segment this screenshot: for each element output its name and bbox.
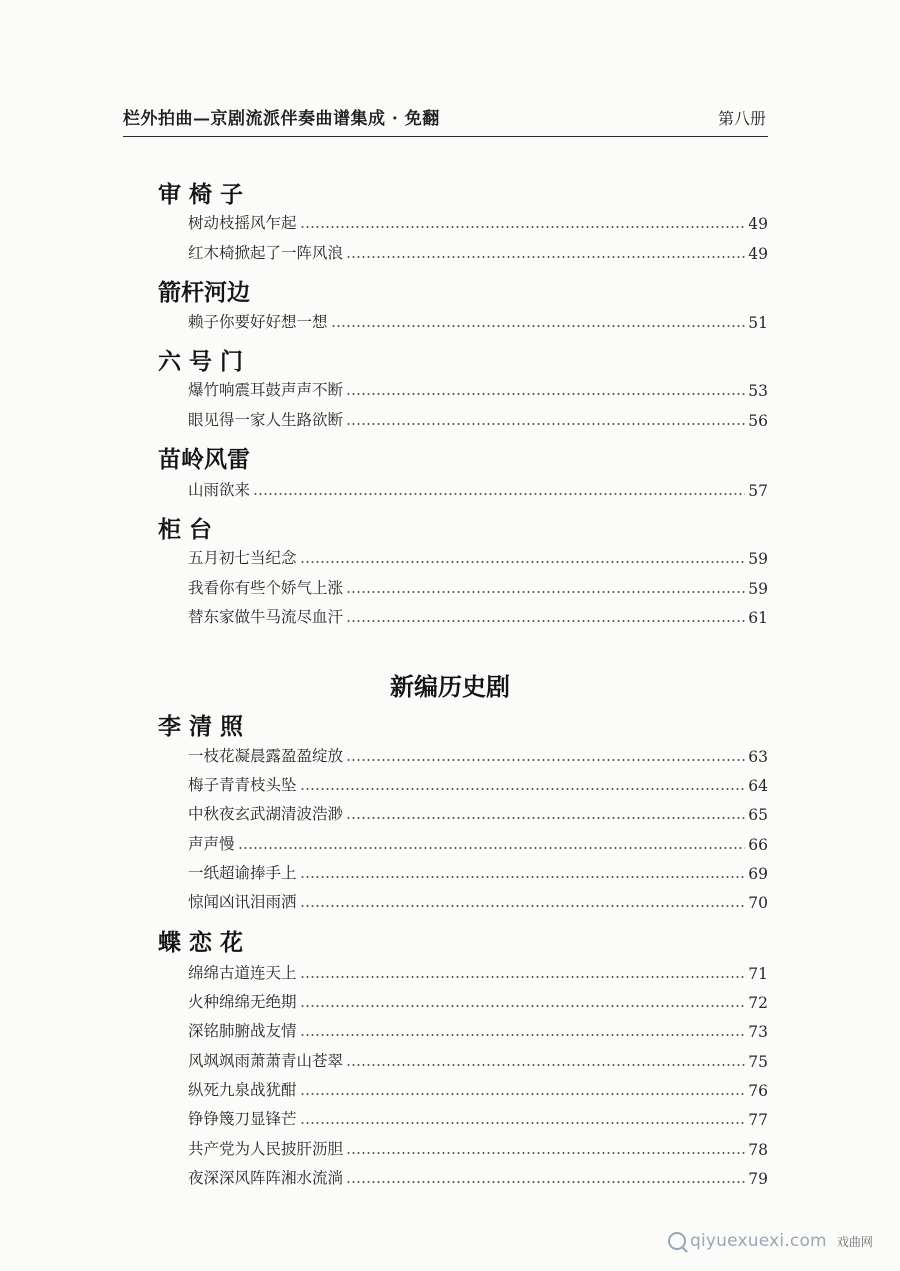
dot-leader [346, 1064, 745, 1066]
toc-entry[interactable] [188, 857, 768, 883]
toc-entry[interactable] [188, 601, 768, 627]
play-title: 苗岭风雷 [158, 447, 250, 473]
entry-label: 火种绵绵无绝期 [188, 993, 297, 1011]
toc-entry[interactable] [188, 542, 768, 568]
entry-label: 中秋夜玄武湖清波浩渺 [188, 805, 344, 823]
dot-leader [331, 325, 745, 327]
toc-entry[interactable] [188, 474, 768, 500]
section-heading: 新编历史剧 [390, 673, 510, 701]
entry-label: 五月初七当纪念 [188, 549, 297, 567]
entry-label: 风飒飒雨萧萧青山苍翠 [188, 1052, 344, 1070]
watermark-text: qiyuexuexi.com [690, 1231, 827, 1251]
entry-page: 76 [748, 1082, 768, 1100]
entry-label: 声声慢 [188, 835, 235, 853]
dot-leader [253, 493, 745, 495]
toc-entry[interactable] [188, 207, 768, 233]
entry-label: 深铭肺腑战友情 [188, 1022, 297, 1040]
entry-label: 爆竹响震耳鼓声声不断 [188, 381, 344, 399]
toc-entry[interactable] [188, 798, 768, 824]
toc-entry[interactable] [188, 374, 768, 400]
dot-leader [300, 876, 745, 878]
entry-page: 53 [748, 382, 768, 400]
dot-leader [300, 905, 745, 907]
toc-entry[interactable] [188, 769, 768, 795]
dot-leader [346, 759, 745, 761]
entry-label: 惊闻凶讯泪雨洒 [188, 893, 297, 911]
toc-entry[interactable] [188, 828, 768, 854]
play-title: 箭杆河边 [158, 280, 250, 306]
toc-entry[interactable] [188, 1074, 768, 1100]
entry-label: 铮铮篾刀显锋芒 [188, 1110, 297, 1128]
entry-page: 64 [748, 777, 768, 795]
toc-entry[interactable] [188, 237, 768, 263]
entry-page: 63 [748, 748, 768, 766]
volume-label: 第八册 [717, 109, 766, 128]
entry-page: 66 [748, 836, 768, 854]
entry-label: 树动枝摇风乍起 [188, 214, 297, 232]
entry-label: 山雨欲来 [188, 481, 251, 499]
dot-leader [300, 1093, 745, 1095]
toc-entry[interactable] [188, 404, 768, 430]
entry-label: 一纸超谕捧手上 [188, 864, 297, 882]
entry-page: 51 [748, 314, 768, 332]
entry-label: 梅子青青枝头坠 [188, 776, 297, 794]
entry-page: 57 [748, 482, 768, 500]
entry-label: 纵死九泉战犹酣 [188, 1081, 297, 1099]
entry-label: 夜深深风阵阵湘水流淌 [188, 1169, 344, 1187]
watermark [668, 1226, 893, 1256]
dot-leader [300, 976, 745, 978]
dot-leader [346, 1152, 745, 1154]
entry-label: 一枝花凝晨露盈盈绽放 [188, 747, 344, 765]
dot-leader [238, 847, 745, 849]
entry-page: 59 [748, 550, 768, 568]
play-title: 六 号 门 [158, 349, 244, 375]
play-title: 审 椅 子 [158, 182, 244, 208]
dot-leader [346, 423, 745, 425]
dot-leader [300, 788, 745, 790]
dot-leader [346, 817, 745, 819]
entry-label: 赖子你要好好想一想 [188, 313, 328, 331]
entry-page: 49 [748, 245, 768, 263]
entry-page: 69 [748, 865, 768, 883]
toc-entry[interactable] [188, 1045, 768, 1071]
entry-page: 49 [748, 215, 768, 233]
toc-entry[interactable] [188, 572, 768, 598]
play-title: 蝶 恋 花 [158, 930, 244, 956]
dot-leader [346, 256, 745, 258]
entry-page: 70 [748, 894, 768, 912]
dot-leader [300, 1034, 745, 1036]
search-logo-icon [668, 1232, 686, 1250]
toc-entry[interactable] [188, 1015, 768, 1041]
page-header [123, 100, 768, 137]
toc-entry[interactable] [188, 957, 768, 983]
play-title: 李 清 照 [158, 714, 244, 740]
entry-label: 眼见得一家人生路欲断 [188, 411, 344, 429]
toc-entry[interactable] [188, 986, 768, 1012]
entry-page: 72 [748, 994, 768, 1012]
toc-entry[interactable] [188, 886, 768, 912]
entry-page: 56 [748, 412, 768, 430]
toc-entry[interactable] [188, 740, 768, 766]
toc-entry[interactable] [188, 1162, 768, 1188]
entry-page: 71 [748, 965, 768, 983]
dot-leader [346, 1181, 745, 1183]
entry-page: 77 [748, 1111, 768, 1129]
toc-entry[interactable] [188, 306, 768, 332]
entry-page: 78 [748, 1141, 768, 1159]
entry-page: 61 [748, 609, 768, 627]
watermark-sub: 戏曲网 [836, 1234, 873, 1249]
dot-leader [346, 620, 745, 622]
dot-leader [300, 561, 745, 563]
toc-entry[interactable] [188, 1103, 768, 1129]
entry-label: 共产党为人民披肝沥胆 [188, 1140, 344, 1158]
dot-leader [300, 1005, 745, 1007]
entry-page: 79 [748, 1170, 768, 1188]
entry-page: 73 [748, 1023, 768, 1041]
book-title: 栏外拍曲—京剧流派伴奏曲谱集成 · 免翻 [123, 109, 440, 129]
entry-label: 绵绵古道连天上 [188, 964, 297, 982]
entry-page: 59 [748, 580, 768, 598]
dot-leader [300, 226, 745, 228]
entry-page: 75 [748, 1053, 768, 1071]
dot-leader [300, 1122, 745, 1124]
dot-leader [346, 591, 745, 593]
toc-entry[interactable] [188, 1133, 768, 1159]
entry-label: 我看你有些个娇气上涨 [188, 579, 344, 597]
entry-label: 红木椅掀起了一阵风浪 [188, 244, 344, 262]
entry-label: 替东家做牛马流尽血汗 [188, 608, 344, 626]
dot-leader [346, 393, 745, 395]
play-title: 柜 台 [158, 517, 213, 543]
entry-page: 65 [748, 806, 768, 824]
